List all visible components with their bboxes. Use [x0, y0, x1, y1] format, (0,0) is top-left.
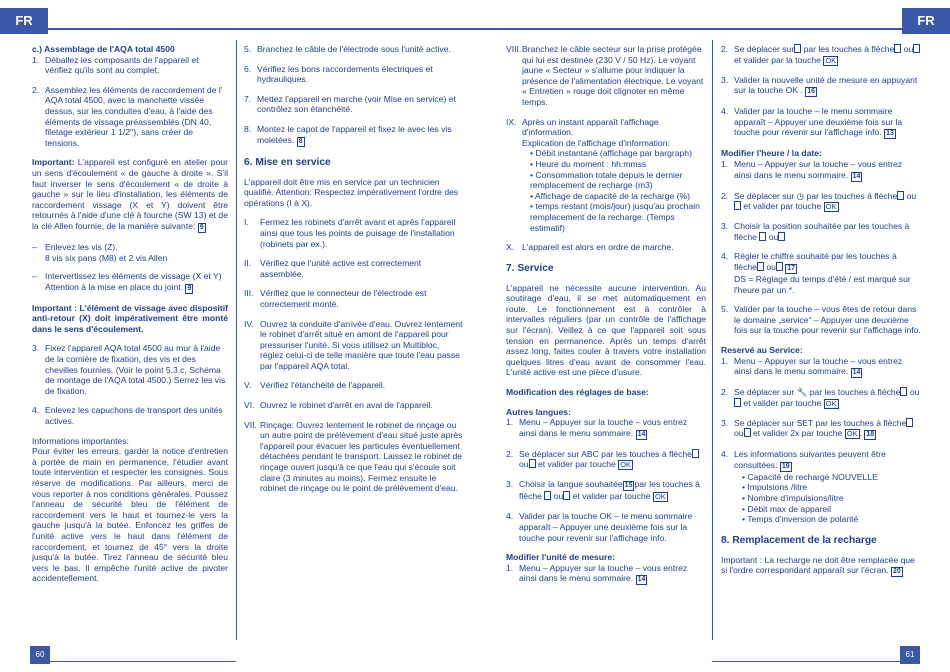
figure-ref: 9 [199, 223, 204, 231]
arrow-up-key-icon [894, 44, 901, 53]
column-4 [721, 44, 921, 644]
list-item: I. Fermez les robinets d'arrêt avant et après l'appareil ainsi que tous les points de puisage de l'installation (robinets par ex.). [244, 217, 456, 249]
figure-ref: 17 [787, 264, 796, 272]
list-item: II. Vérifiez que l'unité active est correctement assemblée. [244, 258, 422, 279]
figure-ref: 14 [852, 172, 861, 180]
arrow-down-key-icon [913, 44, 920, 53]
subsection-title: Autres langues: [506, 406, 571, 417]
list-item: 1. Déballez les composants de l'appareil et vérifiez qu'ils sont au complet. [32, 54, 199, 76]
header-bar [0, 0, 950, 34]
page-number-right: 61 [900, 646, 920, 664]
list-item: VIII. Branchez le câble secteur sur la prise protégée qui lui est destinée (230 V / 50 Hz). Le voyant jaune « Secteur » s'allume pour indiquer la présence de l'alimentation électrique. Le voyant « Entretien » rouge doit clignoter en même temps. [506, 44, 704, 107]
subsection-title: Reservé au Service: [721, 344, 803, 355]
arrow-up-key-icon [897, 191, 904, 200]
figure-ref: 18 [866, 431, 875, 439]
arrow-down-key-icon [529, 459, 536, 468]
info-text: Pour éviter les erreurs, garder la notice d'entretien à portée de main en permanence, l'étudier avant toute intervention et respecter les consignes. Sous réserve de modifications. Par ailleurs, merci de vous reporter à nos conditions générales. Poussez l'anneau de sécurité bleu de l'élément de raccordement vers le haut et tournez-le vers la gauche jusqu'à la butée. Enfoncez les griffes de l'unité active vers le haut dans l'élément de raccordement, et tournez de 45° vers la droite jusqu'à la butée. Tirez l'anneau de sécurité bleu vers le bas. Il empêche l'unité active de pivoter accidentellement. [32, 446, 228, 584]
list-item: 3. Valider la nouvelle unité de mesure en appuyant sur la touche OK . 16 [721, 74, 918, 96]
important-note: Important : L'élément de vissage avec dispositif anti-retour (X) doit impérativement être monté dans le sens d'écoulement. [32, 302, 228, 334]
ok-key-icon: OK [620, 460, 632, 470]
ok-key-icon: OK [825, 398, 837, 408]
figure-ref: 19 [781, 462, 790, 470]
page-number-left: 60 [30, 646, 50, 664]
list-item: 4. Valider par la touche – le menu sommaire apparaît – Appuyer une deuxième fois sur la touche pour revenir sur l'affichage info. 13 [721, 106, 903, 138]
column-divider [236, 40, 237, 640]
header-rule [0, 0, 950, 30]
figure-ref: 14 [637, 430, 646, 438]
figure-ref: 8 [298, 137, 303, 145]
ok-key-icon: OK [846, 429, 858, 439]
arrow-down-key-icon [563, 491, 570, 500]
arrow-down-key-icon [776, 262, 783, 271]
list-item: 3. Se déplacer sur SET par les touches à flèche ou et valider 2x par touche OK . 18 [721, 418, 921, 441]
figure-ref: 14 [852, 369, 861, 377]
important-note: Important: L'appareil est configuré en atelier pour un sens d'écoulement « de gauche à droite ». S'il faut inverser le sens d'écoulement « de droite à gauche » sur le lieu d'installation, les éléments de raccordement vissage (X et Y) doivent être retournés à l'aide d'une clé à fourche (SW 13) et de la clé Allen fournie, de la manière suivante: 9 [32, 157, 228, 231]
ok-key-icon: OK [654, 492, 666, 502]
replacement-text: Important : La recharge ne doit être remplacée que si l'ordre correspondant apparaît sur l'écran. 20 [721, 554, 915, 576]
list-item: – Intervertissez les éléments de vissage (X et Y) Attention à la mise en place du joint. 9 [32, 271, 222, 292]
list-item: 6. Vérifiez les bons raccordements électriques et hydrauliques. [244, 63, 433, 85]
subsection-title: Modifier l'heure / la date: [721, 148, 822, 159]
list-item: 4. Valider par la touche OK – le menu sommaire apparaît – Appuyer une deuxième fois sur la touche pour revenir sur l'affichage info. [506, 511, 693, 543]
figure-ref: 13 [886, 130, 894, 138]
list-item: 5. Branchez le câble de l'électrode sous l'unité active. [244, 44, 451, 54]
arrow-up-key-icon [906, 418, 913, 427]
figure-ref: 15 [624, 482, 633, 490]
list-item: 1. Menu – Appuyer sur la touche – vous entrez ainsi dans le menu sommaire. 14 [721, 158, 903, 180]
arrow-right-key-icon [778, 232, 785, 241]
arrow-down-key-icon [734, 201, 741, 210]
footer-rule [50, 661, 236, 662]
list-item: 4. Enlevez les capuchons de transport des unités actives. [32, 405, 223, 427]
list-item: VI. Ouvrez le robinet d'arrêt en aval de l'appareil. [244, 400, 433, 411]
list-item: 2. Se déplacer sur ◷ par les touches à flèche ou et valider par touche OK [721, 190, 917, 212]
figure-ref: 16 [807, 88, 815, 96]
list-item: 2. Se déplacer sur par les touches à flèche ou et valider par la touche OK [721, 44, 921, 66]
column-3 [506, 44, 706, 644]
figure-ref: 9 [187, 284, 192, 292]
list-item: V. Vérifiez l'étanchéité de l'appareil. [244, 380, 386, 391]
subsection-title: Modification des réglages de base: [506, 387, 649, 398]
footer-rule [712, 661, 900, 662]
column-2 [244, 44, 464, 644]
language-tab-right: FR [902, 8, 950, 34]
list-item: 2. Assemblez les éléments de raccordement de l' AQA total 4500, avec la manchette vissée dessus, sur les conduites d'eau, à l'aide des éléments de vissage préassemblés (DN 40, filetage extérieur 1 1/2''), sans créer de tensions. [32, 84, 223, 148]
list-item: 3. Fixez l'appareil AQA total 4500 au mur à l'aide de la cornière de fixation, des vis et des chevilles fournies. (Voir le point 5.3.c, Schéma de montage de l'AQA total 4500.) Serrez les vis de fixation. [32, 343, 226, 396]
list-item: 8. Montez le capot de l'appareil et fixez le avec les vis moletées. 8 [244, 123, 452, 145]
list-item: 1. Menu – Appuyer sur la touche – vous entrez ainsi dans le menu sommaire. 14 [506, 417, 688, 438]
list-item: 5. Valider par la touche – vous êtes de retour dans le domaine „service“ – Appuyer une deuxième fois sur la touche pour revenir sur l'affichage info. [721, 304, 921, 336]
list-item: IX. Après un instant apparaît l'affichage d'information. Explication de l'affichage d'information: • Débit instantané (affichage par bargraph) • Heure du moment : hh:mmss • Consommation totale depuis le dernier remplacement de recharge (m3) • Affichage de capacité de la recharge (%) • temps restant (mois/jour) jusqu'au prochain remplacement de la recharge. (Temps estimatif) [506, 116, 700, 233]
arrow-up-key-icon [900, 387, 907, 396]
list-item: – Enlevez les vis (Z). 8 vis six pans (M8) et 2 vis Allen [32, 241, 168, 263]
list-item: 4. Les informations suivantes peuvent être consultées: 19 • Capacité de recharge NOUVELLE • Impulsions /litre • Nombre d'impulsions/litre • Débit max de appareil • Temps d'inversion de polarité [721, 449, 886, 525]
unit-key-icon [794, 44, 801, 53]
list-item: 1. Menu – Appuyer sur la touche – vous entrez ainsi dans le menu sommaire. 14 [721, 355, 903, 377]
info-title: Informations importantes: [32, 435, 129, 446]
figure-ref: 20 [893, 568, 901, 576]
section-heading: 7. Service [506, 262, 554, 274]
list-item: 1. Menu – Appuyer sur la touche – vous entrez ainsi dans le menu sommaire. 14 [506, 562, 688, 584]
language-tab-left: FR [0, 8, 48, 34]
ok-key-icon: OK [825, 202, 837, 212]
list-item: 7. Mettez l'appareil en marche (voir Mise en service) et contrôlez son étanchéité. [244, 93, 456, 115]
arrow-up-key-icon [692, 449, 699, 458]
section-heading: 8. Remplacement de la recharge [721, 534, 877, 546]
arrow-left-key-icon [759, 232, 766, 241]
list-item: 3. Choisir la langue souhaitée 15 par les touches à flèche ou et valider par touche OK [506, 479, 700, 502]
list-item: IV. Ouvrez la conduite d'arrivée d'eau. Ouvrez lentement le robinet d'arrêt situé en amont de l'appareil pour pressuriser l'unité. Si vous utilisez un Multibloc, réglez celui-ci de telle manière que toute l'eau passe par l'appareil AQA total. [244, 318, 463, 371]
list-item: X. L'appareil est alors en ordre de marche. [506, 242, 674, 253]
list-item: 4. Régler le chiffre souhaité par les touches à flèche ou 17 DS = Réglage du temps d'été / est marqué sur l'heure par un *. [721, 251, 911, 295]
arrow-up-key-icon [757, 262, 764, 271]
figure-ref: 14 [637, 576, 646, 584]
list-item: 2. Se déplacer sur 🔧 par les touches à flèche ou et valider par touche OK [721, 387, 920, 408]
wrench-icon: 🔧 [796, 387, 808, 398]
ok-key-icon: OK [825, 55, 837, 65]
list-item: 2. Se déplacer sur ABC par les touches à flèche ou et valider par touche OK [506, 449, 706, 471]
intro-text: L'appareil doit être mis en service par un technicien qualifié. Attention: Respectez impérativement l'ordre des opérations (I à X). [244, 176, 459, 208]
section-heading: 6. Mise en service [244, 156, 331, 168]
arrow-down-key-icon [734, 398, 741, 407]
arrow-up-key-icon [544, 491, 551, 500]
section-title: c.) Assemblage de l'AQA total 4500 [32, 44, 175, 54]
column-divider [712, 40, 713, 640]
arrow-down-key-icon [744, 428, 751, 437]
list-item: III. Vérifiez que le connecteur de l'électrode est correctement monté. [244, 288, 427, 309]
list-item: VII. Rinçage: Ouvrez lentement le robinet de rinçage ou un autre point de prélèvement d'eau situé juste après l'appareil pour évacuer les particules éventuellement détachées pendant le transport. Laissez le robinet de rinçage ouvert jusqu'à ce que l'eau qui s'écoule soit claire (3 minutes au moins). Fermez ensuite le robinet de rinçage ou le point de prélèvement d'eau. [244, 419, 463, 494]
service-text: L'appareil ne nécessite aucune intervention. Au soutirage d'eau, il se met automatiquement en route. Le fonctionnement est à contrôler à intervalles réguliers (par un contrôle de l'affichage sur l'écran). Veillez à ce que l'appareil soit sous tension en permanence. Après un temps d'arrêt assez long, faites couler à travers votre installation quelques litres d'eau avant de consommer l'eau. L'unité active est une pièce d'usure. [506, 282, 706, 378]
subsection-title: Modifier l'unité de mesure: [506, 552, 616, 563]
list-item: 3. Choisir la position souhaitée par les touches à flèche ou [721, 221, 910, 242]
column-1 [32, 44, 228, 644]
